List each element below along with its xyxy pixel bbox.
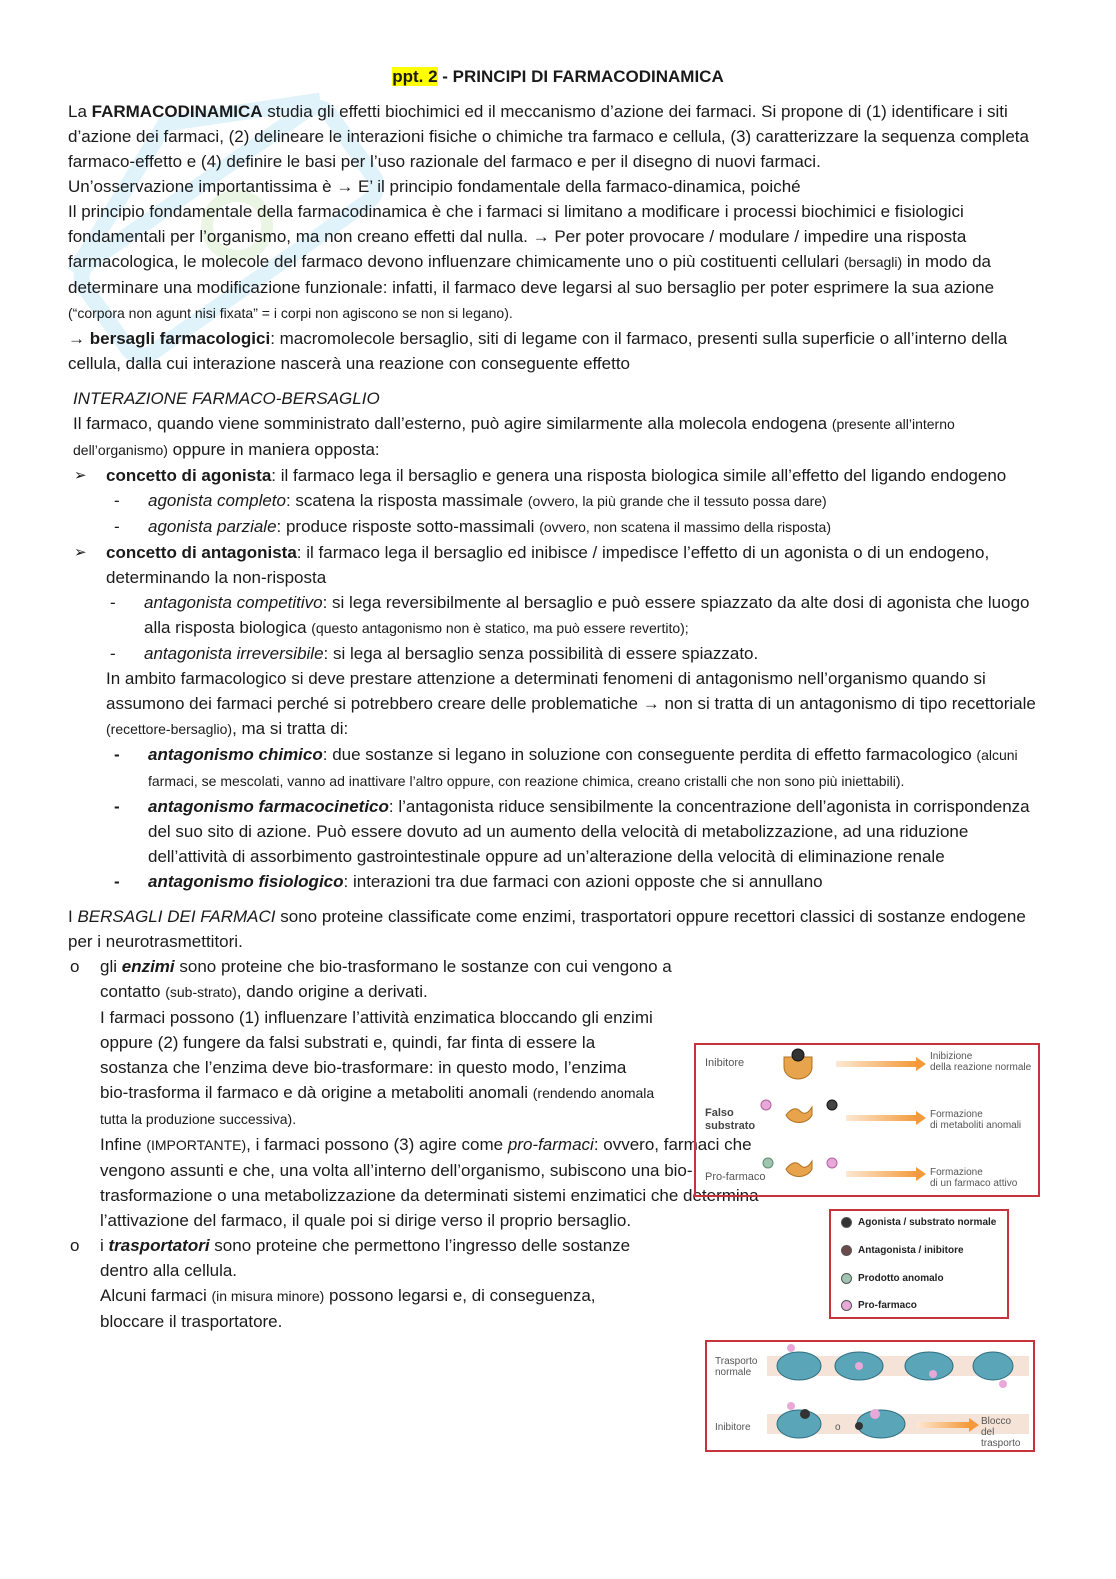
text: di metaboliti anomali xyxy=(930,1120,1022,1131)
text: possono legarsi e, di conseguenza, bloccare il trasportatore. xyxy=(100,1286,596,1331)
fig-row1-outcome xyxy=(930,1051,1031,1073)
title-text: - PRINCIPI DI FARMACODINAMICA xyxy=(437,67,724,86)
dash-bullet: - xyxy=(114,491,120,510)
text: Trasporto xyxy=(715,1356,758,1367)
term: concetto di agonista xyxy=(106,466,272,485)
text: Agonista / substrato normale xyxy=(858,1217,997,1229)
note: (ovvero, non scatena il massimo della risposta) xyxy=(539,519,831,535)
fig-row2-label xyxy=(705,1107,755,1133)
text: del trasporto xyxy=(981,1427,1021,1449)
text: , i farmaci possono (3) agire come xyxy=(246,1135,508,1154)
text: I farmaci possono (1) influenzare l’attività enzimatica bloccando gli enzimi oppure (2) fungere da falsi substrati e, quindi, far finta di essere la sostanza che l’enzima deve bio-trasformare: in questo modo, l’enzima bio-trasforma il farmaco e dà origine a metaboliti anomali xyxy=(100,1008,653,1102)
prodrug-paragraph xyxy=(68,1132,800,1233)
text: Prodotto anomalo xyxy=(858,1273,944,1285)
sub-antagonismo-fisiologico xyxy=(68,869,1048,894)
term: antagonismo fisiologico xyxy=(148,872,344,891)
text: Alcuni farmaci xyxy=(100,1286,212,1305)
arrow-bullet-icon: ➢ xyxy=(74,467,87,484)
term: agonista parziale xyxy=(148,517,277,536)
text: : si lega al bersaglio senza possibilità di essere spiazzato. xyxy=(323,644,759,663)
text: normale xyxy=(715,1367,752,1378)
text: : si lega reversibilmente al bersaglio e può essere spiazzato da alte dosi di agonista che luogo alla risposta biologica xyxy=(144,593,1030,637)
fig-row3-label: Pro-farmaco xyxy=(705,1171,766,1183)
note: (recettore-bersaglio) xyxy=(106,721,233,737)
text: Il principio fondamentale della farmacodinamica è che i farmaci si limitano a modificare i processi biochimici e fisiologici fondamentali per l’organismo, ma non creano effetti dal nulla. → Per poter provocare / modulare / impedire una risposta farmacologica, le molecole del farmaco devono influenzare chimicamente uno o più costituenti cellulari xyxy=(68,202,967,271)
bullet-agonista xyxy=(68,463,1048,488)
bersagli-paragraph xyxy=(68,904,1048,954)
term: trasportatori xyxy=(108,1236,210,1255)
term: antagonista irreversibile xyxy=(144,644,324,663)
section-heading-interazione: INTERAZIONE FARMACO-BERSAGLIO xyxy=(73,389,380,408)
text: i xyxy=(100,1236,109,1255)
term: agonista completo xyxy=(148,491,286,510)
term: enzimi xyxy=(121,957,175,976)
fig-row3-outcome xyxy=(930,1167,1017,1189)
text: oppure in maniera opposta: xyxy=(167,440,380,459)
text: in modo da determinare una modificazione funzionale: infatti, il farmaco deve legarsi al suo bersaglio per poter esprimere la sua azione xyxy=(68,252,995,297)
text: gli xyxy=(100,957,122,976)
sub-antagonismo-chimico xyxy=(68,742,1048,794)
dash-bullet: - xyxy=(114,517,120,536)
legend-item-anomalous xyxy=(841,1273,944,1285)
text: sono proteine che bio-trasformano le sostanze con cui vengono a contatto xyxy=(100,957,672,1001)
note: (presente all’interno dell’organismo) xyxy=(73,416,955,458)
legend-item-antagonist xyxy=(841,1245,964,1257)
text: : interazioni tra due farmaci con azioni opposte che si annullano xyxy=(343,872,823,891)
antagonism-note-paragraph xyxy=(68,666,1048,742)
note: (bersagli) xyxy=(843,254,903,270)
dash-bullet: - xyxy=(114,872,120,891)
term: pro-farmaci xyxy=(507,1135,594,1154)
term: concetto di antagonista xyxy=(106,543,297,562)
dash-bullet: - xyxy=(110,593,116,612)
trasportatori-detail-paragraph xyxy=(68,1283,660,1334)
term: antagonista competitivo xyxy=(144,593,323,612)
text: : scatena la risposta massimale xyxy=(285,491,528,510)
note: (in misura minore) xyxy=(211,1288,325,1304)
text: Infine xyxy=(100,1135,147,1154)
figure-legend xyxy=(829,1209,1009,1319)
bullet-antagonista xyxy=(68,540,1048,590)
text: In ambito farmacologico si deve prestare attenzione a determinati fenomeni di antagonismo nell’organismo quando si assumono dei farmaci perché si potrebbero creare delle problematiche → non si tratta di un antagonismo di tipo recettoriale xyxy=(106,669,1036,713)
fig-row1-label: Inibitore xyxy=(705,1057,745,1069)
bullet-trasportatori xyxy=(68,1233,660,1283)
text: : macromolecole bersaglio, siti di legame con il farmaco, presenti sulla superficie o all’interno della cellula, dalla cui interazione nascerà una reazione con conseguente effetto xyxy=(68,329,1008,373)
dash-bullet: - xyxy=(114,745,120,764)
note: (IMPORTANTE) xyxy=(146,1137,247,1153)
sub-antagonismo-farmacocinetico xyxy=(68,794,1048,869)
text: studia gli effetti biochimici ed il meccanismo d’azione dei farmaci. Si propone di (1) identificare i siti d’azione dei farmaci, (2) delineare le interazioni fisiche o chimiche tra farmaco e cellula, (3) caratterizzare la sequenza completa farmaco-effetto e (4) definire le basi per l’uso razionale del farmaco e per il disegno di nuovi farmaci. xyxy=(68,102,1029,171)
bullet-enzimi xyxy=(68,954,690,1005)
agonist-dot-icon xyxy=(841,1217,852,1228)
circle-bullet: o xyxy=(70,957,80,976)
observation-line: Un’osservazione importantissima è → E’ il principio fondamentale della farmaco-dinamica, poiché xyxy=(68,177,801,196)
fig3-row1-label xyxy=(715,1356,757,1378)
text: Pro-farmaco xyxy=(858,1300,917,1312)
fig3-row2-label: Inibitore xyxy=(715,1422,751,1433)
term-farmacodinamica: FARMACODINAMICA xyxy=(91,102,263,121)
enzimi-detail-paragraph xyxy=(68,1005,658,1132)
fig-row2-outcome xyxy=(930,1109,1021,1131)
text: , ma si tratta di: xyxy=(232,719,349,738)
text: Formazione xyxy=(930,1167,983,1178)
note: (alcuni farmaci, se mescolati, vanno ad inattivare l’altro oppure, con reazione chimica, creano cristalli che non sono più iniettabili). xyxy=(148,747,1018,789)
principle-paragraph xyxy=(68,199,1048,326)
figure-enzimi xyxy=(694,1043,1040,1197)
sub-antagonista-competitivo xyxy=(68,590,1048,641)
dash-bullet: - xyxy=(114,797,120,816)
term-bersagli: bersagli farmacologici xyxy=(89,329,271,348)
antagonist-dot-icon xyxy=(841,1245,852,1256)
inhibitor-dot-icon xyxy=(792,1049,804,1061)
text: La xyxy=(68,102,92,121)
text: sono proteine classificate come enzimi, trasportatori oppure recettori classici di sostanze endogene per i neurotrasmettitori. xyxy=(68,907,1026,951)
sub-agonista-parziale xyxy=(68,514,1048,540)
note: (rendendo anomala tutta la produzione successiva). xyxy=(100,1085,655,1127)
term: antagonismo chimico xyxy=(148,745,323,764)
fig3-or-label: o xyxy=(835,1422,841,1433)
intro-paragraph xyxy=(68,99,1048,174)
figure-trasporto xyxy=(705,1340,1035,1452)
text: Falso xyxy=(705,1107,734,1119)
text: sono proteine che permettono l’ingresso delle sostanze dentro alla cellula. xyxy=(100,1236,631,1280)
text: Blocco xyxy=(981,1416,1012,1427)
sub-antagonista-irreversibile xyxy=(68,641,1048,666)
legend-item-agonist xyxy=(841,1217,996,1229)
arrow: → xyxy=(68,329,90,348)
prodrug-dot-icon xyxy=(841,1300,852,1311)
legend-item-prodrug xyxy=(841,1300,917,1312)
text: : due sostanze si legano in soluzione con conseguente perdita di effetto farmacologico xyxy=(322,745,977,764)
circle-bullet: o xyxy=(70,1236,80,1255)
term: BERSAGLI DEI FARMACI xyxy=(77,907,276,926)
text: I xyxy=(68,907,78,926)
page-title xyxy=(68,64,1048,89)
text: di un farmaco attivo xyxy=(930,1178,1018,1189)
note: (questo antagonismo non è statico, ma può essere revertito); xyxy=(311,620,689,636)
text: : il farmaco lega il bersaglio e genera una risposta biologica simile all’effetto del ligando endogeno xyxy=(271,466,1007,485)
text: Formazione xyxy=(930,1109,983,1120)
text: della reazione normale xyxy=(930,1062,1032,1073)
text: : il farmaco lega il bersaglio ed inibisce / impedisce l’effetto di un agonista o di un endogeno, determinando la non-risposta xyxy=(106,543,990,587)
interazione-paragraph xyxy=(73,411,1048,463)
text: : produce risposte sotto-massimali xyxy=(276,517,540,536)
text: : l’antagonista riduce sensibilmente la concentrazione dell’agonista in corrispondenza del suo sito di azione. Può essere dovuto ad un aumento della velocità di metabolizzazione, ad una riduzione dell’attività di assorbimento gastrointestinale oppure ad un’alterazione della velocità di eliminazione renale xyxy=(148,797,1030,866)
anomalous-dot-icon xyxy=(841,1273,852,1284)
text: , dando origine a derivati. xyxy=(236,982,428,1001)
note: (sub-strato) xyxy=(165,984,237,1000)
note: (“corpora non agunt nisi fixata” = i corpi non agiscono se non si legano). xyxy=(68,305,513,321)
fig3-outcome xyxy=(981,1416,1033,1449)
sub-agonista-completo xyxy=(68,488,1048,514)
note: (ovvero, la più grande che il tessuto possa dare) xyxy=(527,493,827,509)
text: substrato xyxy=(705,1120,756,1132)
title-highlight: ppt. 2 xyxy=(392,67,438,86)
text: Il farmaco, quando viene somministrato dall’esterno, può agire similarmente alla molecola endogena xyxy=(73,414,832,433)
text: Antagonista / inibitore xyxy=(858,1245,964,1257)
dash-bullet: - xyxy=(110,644,116,663)
text: Inibizione xyxy=(930,1051,973,1062)
term: antagonismo farmacocinetico xyxy=(148,797,389,816)
targets-paragraph xyxy=(68,326,1048,376)
arrow-bullet-icon: ➢ xyxy=(74,544,87,561)
text: : ovvero, farmaci che vengono assunti e che, una volta all’interno dell’organismo, subiscono una bio-trasformazione o una metabolizzazione da determinati sistemi enzimatici che determina l’attivazione del farmaco, il quale poi si dirige verso il proprio bersaglio. xyxy=(100,1135,759,1230)
